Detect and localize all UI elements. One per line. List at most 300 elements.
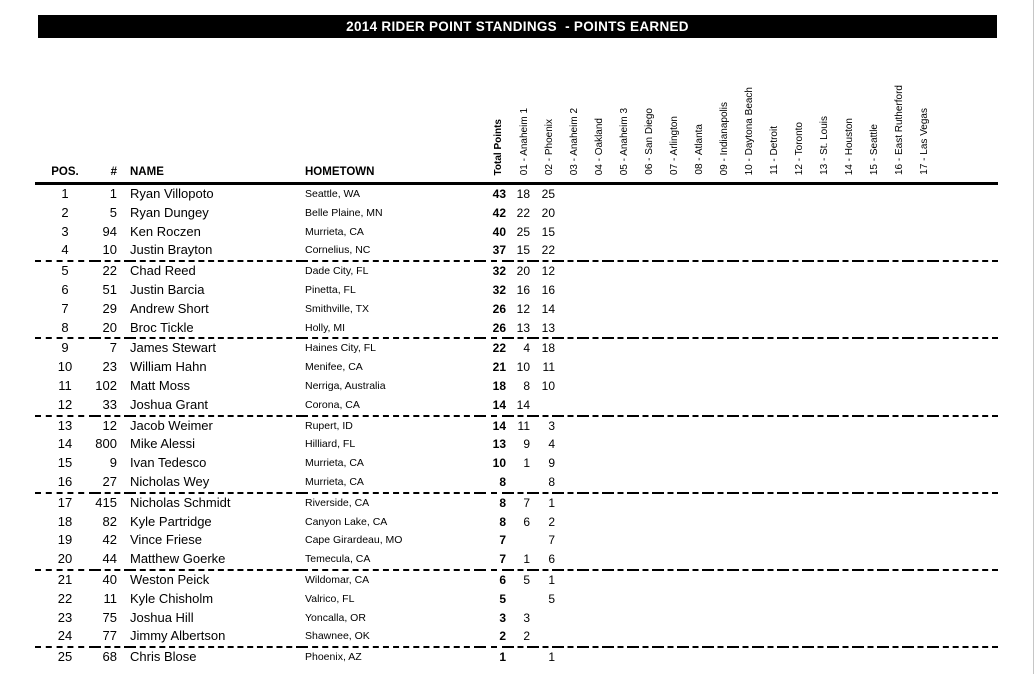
cell-filler xyxy=(933,396,998,416)
cell-race-10 xyxy=(733,416,758,436)
cell-hometown: Pinetta, FL xyxy=(305,283,356,296)
cell-total: 8 xyxy=(499,495,506,510)
cell-race-6 xyxy=(633,493,658,513)
table-row xyxy=(35,513,998,532)
cell-race-1: 12 xyxy=(516,301,530,316)
cell-race-10 xyxy=(733,319,758,339)
cell-race-16 xyxy=(883,473,908,493)
cell-hometown: Yoncalla, OR xyxy=(305,611,366,624)
cell-race-17 xyxy=(908,204,933,223)
cell-race-4 xyxy=(583,435,608,454)
cell-race-16 xyxy=(883,493,908,513)
cell-race-15 xyxy=(858,454,883,473)
cell-race-7 xyxy=(658,416,683,436)
cell-race-13 xyxy=(808,396,833,416)
cell-hometown: Shawnee, OK xyxy=(302,627,480,647)
cell-race-12 xyxy=(783,204,808,223)
race-column-header xyxy=(833,66,858,184)
cell-race-1: 1 xyxy=(508,550,533,570)
cell-filler xyxy=(933,319,998,339)
cell-total: 5 xyxy=(499,591,506,606)
cell-race-6 xyxy=(633,261,658,281)
cell-race-5 xyxy=(608,241,633,261)
cell-race-15 xyxy=(858,609,883,628)
cell-race-13 xyxy=(808,609,833,628)
cell-race-5 xyxy=(608,204,633,223)
cell-race-17 xyxy=(908,493,933,513)
cell-race-2: 20 xyxy=(541,205,555,220)
header-filler xyxy=(933,66,998,184)
cell-race-7 xyxy=(658,300,683,319)
cell-num: 415 xyxy=(95,494,117,510)
cell-hometown: Rupert, ID xyxy=(305,419,353,432)
cell-filler xyxy=(933,241,998,261)
cell-race-3 xyxy=(558,416,583,436)
cell-pos: 13 xyxy=(57,417,73,433)
cell-race-5 xyxy=(608,416,633,436)
cell-race-8 xyxy=(683,473,708,493)
cell-total: 6 xyxy=(499,572,506,587)
cell-race-12 xyxy=(783,300,808,319)
cell-hometown: Menifee, CA xyxy=(305,361,363,374)
cell-hometown: Phoenix, AZ xyxy=(305,651,362,664)
header-num: # xyxy=(95,66,130,184)
cell-race-12 xyxy=(783,416,808,436)
cell-race-9 xyxy=(708,416,733,436)
cell-race-5 xyxy=(608,570,633,590)
cell-race-14 xyxy=(833,454,858,473)
cell-name: Joshua Grant xyxy=(130,396,302,416)
cell-race-16 xyxy=(883,358,908,377)
cell-num: 5 xyxy=(109,204,117,220)
cell-race-7 xyxy=(658,204,683,223)
cell-race-7 xyxy=(658,513,683,532)
cell-race-6 xyxy=(633,300,658,319)
cell-total: 1 xyxy=(499,650,506,665)
cell-race-12 xyxy=(783,590,808,609)
cell-race-2: 3 xyxy=(548,418,555,433)
cell-race-11 xyxy=(758,416,783,436)
cell-race-17 xyxy=(908,358,933,377)
race-column-header xyxy=(683,66,708,184)
cell-total: 8 xyxy=(480,473,508,493)
cell-num: 10 xyxy=(95,241,130,261)
cell-race-1: 8 xyxy=(523,378,530,393)
cell-pos: 17 xyxy=(57,494,73,510)
cell-pos: 11 xyxy=(58,377,72,393)
cell-filler xyxy=(933,570,998,590)
cell-race-17 xyxy=(908,550,933,570)
cell-race-7 xyxy=(658,281,683,300)
cell-race-8 xyxy=(683,570,708,590)
cell-race-2: 1 xyxy=(548,572,555,587)
cell-race-4 xyxy=(583,319,608,339)
cell-total: 26 xyxy=(492,301,506,316)
cell-race-9 xyxy=(708,550,733,570)
cell-race-10 xyxy=(733,454,758,473)
cell-race-12 xyxy=(783,627,808,647)
title-bar xyxy=(38,15,997,38)
cell-race-1: 3 xyxy=(523,610,530,625)
cell-race-2: 11 xyxy=(542,360,555,375)
cell-race-13 xyxy=(808,319,833,339)
cell-name: Jimmy Albertson xyxy=(130,627,302,647)
cell-hometown: Belle Plaine, MN xyxy=(305,206,383,219)
cell-num: 1 xyxy=(109,186,117,201)
race-column-header xyxy=(508,66,533,184)
cell-race-6 xyxy=(633,647,658,667)
cell-race-4 xyxy=(583,416,608,436)
cell-race-6 xyxy=(633,513,658,532)
cell-race-17 xyxy=(908,647,933,667)
cell-race-16 xyxy=(883,319,908,339)
cell-race-16 xyxy=(883,550,908,570)
cell-race-5 xyxy=(608,609,633,628)
race-column-header xyxy=(883,66,908,184)
cell-race-15 xyxy=(858,493,883,513)
cell-race-6 xyxy=(633,416,658,436)
cell-filler xyxy=(933,531,998,550)
cell-race-10 xyxy=(733,627,758,647)
race-column-label: 07 - Arlington xyxy=(669,116,680,175)
cell-race-11 xyxy=(758,338,783,358)
cell-hometown: Haines City, FL xyxy=(305,342,376,355)
cell-race-6 xyxy=(633,435,658,454)
cell-name: Weston Peick xyxy=(130,571,210,587)
cell-pos: 12 xyxy=(35,396,95,416)
cell-race-10 xyxy=(733,531,758,550)
cell-race-15 xyxy=(858,338,883,358)
cell-race-15 xyxy=(858,550,883,570)
cell-name: Ivan Tedesco xyxy=(130,455,207,471)
cell-filler xyxy=(933,609,998,628)
cell-race-6 xyxy=(633,473,658,493)
cell-race-17 xyxy=(908,473,933,493)
cell-race-11 xyxy=(758,184,783,204)
cell-pos: 25 xyxy=(57,649,73,665)
cell-race-13 xyxy=(808,550,833,570)
cell-race-11 xyxy=(758,435,783,454)
cell-race-6 xyxy=(633,377,658,396)
cell-race-10 xyxy=(733,223,758,242)
cell-race-17 xyxy=(908,627,933,647)
cell-race-14 xyxy=(833,358,858,377)
cell-race-9 xyxy=(708,473,733,493)
cell-race-17 xyxy=(908,531,933,550)
cell-hometown: Nerriga, Australia xyxy=(305,379,386,392)
cell-race-3 xyxy=(558,513,583,532)
race-column-label: 01 - Anaheim 1 xyxy=(519,107,530,175)
cell-race-9 xyxy=(708,493,733,513)
cell-race-11 xyxy=(758,377,783,396)
race-column-header xyxy=(583,66,608,184)
cell-race-10 xyxy=(733,550,758,570)
race-column-header xyxy=(808,66,833,184)
race-column-header xyxy=(558,66,583,184)
cell-race-13 xyxy=(808,338,833,358)
table-row xyxy=(35,435,998,454)
cell-race-7 xyxy=(658,590,683,609)
cell-race-12 xyxy=(783,647,808,667)
cell-race-2: 10 xyxy=(541,378,555,393)
cell-num: 51 xyxy=(102,281,117,297)
cell-race-9 xyxy=(708,358,733,377)
cell-race-1: 9 xyxy=(523,437,530,452)
cell-total: 13 xyxy=(492,437,506,452)
cell-race-7 xyxy=(658,435,683,454)
cell-race-9 xyxy=(708,454,733,473)
cell-race-5 xyxy=(608,454,633,473)
cell-race-12 xyxy=(783,358,808,377)
page-edge-line xyxy=(1033,0,1034,674)
cell-race-6 xyxy=(633,531,658,550)
standings-header-row xyxy=(35,66,998,184)
table-row xyxy=(35,627,998,647)
cell-num: 40 xyxy=(102,571,117,587)
cell-race-10 xyxy=(733,590,758,609)
cell-race-17 xyxy=(908,223,933,242)
cell-race-3 xyxy=(558,338,583,358)
cell-race-12 xyxy=(783,377,808,396)
cell-race-17 xyxy=(908,570,933,590)
table-row xyxy=(35,550,998,570)
cell-race-1: 14 xyxy=(508,396,533,416)
cell-race-9 xyxy=(708,396,733,416)
cell-race-16 xyxy=(883,204,908,223)
cell-race-12 xyxy=(783,223,808,242)
cell-race-1: 7 xyxy=(523,495,530,510)
cell-race-2: 22 xyxy=(533,241,558,261)
race-column-header xyxy=(608,66,633,184)
cell-num: 23 xyxy=(102,359,117,375)
cell-total: 26 xyxy=(480,319,508,339)
cell-race-2: 1 xyxy=(548,650,555,665)
cell-num: 20 xyxy=(95,319,130,339)
cell-race-17 xyxy=(908,300,933,319)
cell-race-13 xyxy=(808,261,833,281)
cell-total: 42 xyxy=(492,205,506,220)
cell-total: 10 xyxy=(492,456,506,471)
cell-race-7 xyxy=(658,473,683,493)
cell-name: Kyle Partridge xyxy=(130,513,212,529)
cell-pos: 8 xyxy=(35,319,95,339)
cell-hometown: Murrieta, CA xyxy=(305,457,364,470)
cell-race-7 xyxy=(658,627,683,647)
cell-race-11 xyxy=(758,261,783,281)
cell-race-1: 20 xyxy=(516,264,530,279)
cell-race-2 xyxy=(533,609,558,628)
cell-pos: 23 xyxy=(57,609,73,625)
cell-race-7 xyxy=(658,647,683,667)
cell-hometown: Canyon Lake, CA xyxy=(305,515,388,528)
cell-race-12 xyxy=(783,261,808,281)
cell-total: 40 xyxy=(492,224,506,239)
cell-race-17 xyxy=(908,184,933,204)
race-column-label: 08 - Atlanta xyxy=(694,124,705,175)
cell-race-4 xyxy=(583,300,608,319)
cell-filler xyxy=(933,223,998,242)
cell-race-6 xyxy=(633,184,658,204)
cell-race-11 xyxy=(758,513,783,532)
cell-race-16 xyxy=(883,396,908,416)
cell-total: 32 xyxy=(492,264,506,279)
cell-race-15 xyxy=(858,531,883,550)
cell-pos: 14 xyxy=(57,436,73,452)
cell-hometown: Corona, CA xyxy=(302,396,480,416)
race-column-label: 11 - Detroit xyxy=(769,126,780,175)
cell-race-2: 12 xyxy=(541,264,555,279)
cell-total: 2 xyxy=(480,627,508,647)
cell-race-14 xyxy=(833,377,858,396)
cell-race-8 xyxy=(683,396,708,416)
cell-race-15 xyxy=(858,513,883,532)
cell-total: 32 xyxy=(492,282,506,297)
cell-pos: 20 xyxy=(35,550,95,570)
cell-race-8 xyxy=(683,590,708,609)
cell-race-17 xyxy=(908,281,933,300)
cell-race-5 xyxy=(608,550,633,570)
cell-race-10 xyxy=(733,184,758,204)
cell-race-8 xyxy=(683,204,708,223)
cell-hometown: Cornelius, NC xyxy=(302,241,480,261)
cell-pos: 7 xyxy=(61,300,69,316)
cell-race-14 xyxy=(833,647,858,667)
cell-race-13 xyxy=(808,416,833,436)
cell-race-9 xyxy=(708,241,733,261)
cell-num: 12 xyxy=(102,417,117,433)
cell-race-13 xyxy=(808,513,833,532)
cell-name: Justin Barcia xyxy=(130,281,205,297)
cell-race-4 xyxy=(583,609,608,628)
cell-name: Kyle Chisholm xyxy=(130,590,214,606)
cell-total: 18 xyxy=(492,378,506,393)
cell-total: 43 xyxy=(492,187,506,201)
table-row xyxy=(35,609,998,628)
cell-total: 14 xyxy=(480,396,508,416)
cell-race-6 xyxy=(633,241,658,261)
cell-pos: 22 xyxy=(57,590,73,606)
cell-race-4 xyxy=(583,338,608,358)
cell-total: 8 xyxy=(499,514,506,529)
cell-race-1: 13 xyxy=(508,319,533,339)
cell-num: 800 xyxy=(95,436,117,452)
cell-race-8 xyxy=(683,358,708,377)
cell-race-17 xyxy=(908,609,933,628)
cell-race-2: 16 xyxy=(541,282,555,297)
cell-race-15 xyxy=(858,358,883,377)
cell-race-10 xyxy=(733,261,758,281)
cell-race-6 xyxy=(633,570,658,590)
cell-race-1: 16 xyxy=(516,282,530,297)
cell-name: Vince Friese xyxy=(130,532,203,548)
cell-race-10 xyxy=(733,300,758,319)
cell-hometown: Murrieta, CA xyxy=(302,473,480,493)
cell-race-10 xyxy=(733,281,758,300)
cell-race-10 xyxy=(733,493,758,513)
cell-race-16 xyxy=(883,454,908,473)
cell-race-11 xyxy=(758,281,783,300)
cell-race-11 xyxy=(758,396,783,416)
cell-filler xyxy=(933,416,998,436)
cell-hometown: Wildomar, CA xyxy=(305,573,370,586)
cell-race-1: 6 xyxy=(523,514,530,529)
cell-num: 94 xyxy=(102,223,117,239)
cell-race-3 xyxy=(558,319,583,339)
cell-race-10 xyxy=(733,377,758,396)
cell-pos: 2 xyxy=(61,204,69,220)
table-row xyxy=(35,396,998,416)
cell-race-7 xyxy=(658,454,683,473)
cell-race-3 xyxy=(558,609,583,628)
cell-pos: 1 xyxy=(61,186,69,201)
table-row xyxy=(35,241,998,261)
cell-race-12 xyxy=(783,513,808,532)
race-column-label: 09 - Indianapolis xyxy=(719,101,730,175)
cell-race-1: 4 xyxy=(523,341,530,356)
cell-race-16 xyxy=(883,300,908,319)
cell-race-13 xyxy=(808,493,833,513)
cell-race-3 xyxy=(558,531,583,550)
cell-race-11 xyxy=(758,358,783,377)
cell-race-13 xyxy=(808,358,833,377)
cell-race-15 xyxy=(858,300,883,319)
cell-race-8 xyxy=(683,300,708,319)
cell-race-10 xyxy=(733,647,758,667)
cell-filler xyxy=(933,338,998,358)
cell-filler xyxy=(933,204,998,223)
cell-pos: 3 xyxy=(61,223,69,239)
cell-race-5 xyxy=(608,358,633,377)
cell-race-3 xyxy=(558,261,583,281)
cell-race-11 xyxy=(758,531,783,550)
cell-race-10 xyxy=(733,358,758,377)
cell-pos: 19 xyxy=(57,532,73,548)
cell-name: Broc Tickle xyxy=(130,319,302,339)
cell-race-11 xyxy=(758,627,783,647)
cell-race-3 xyxy=(558,300,583,319)
cell-race-5 xyxy=(608,281,633,300)
race-column-label: 04 - Oakland xyxy=(594,117,605,175)
cell-race-12 xyxy=(783,609,808,628)
cell-race-5 xyxy=(608,396,633,416)
cell-race-3 xyxy=(558,454,583,473)
race-column-header xyxy=(633,66,658,184)
cell-name: Jacob Weimer xyxy=(130,417,213,433)
cell-race-7 xyxy=(658,223,683,242)
cell-race-13 xyxy=(808,435,833,454)
cell-pos: 16 xyxy=(35,473,95,493)
cell-filler xyxy=(933,473,998,493)
cell-race-14 xyxy=(833,473,858,493)
cell-race-7 xyxy=(658,338,683,358)
header-name: NAME xyxy=(130,66,302,184)
cell-pos: 18 xyxy=(57,513,73,529)
cell-race-1 xyxy=(508,473,533,493)
cell-pos: 6 xyxy=(61,281,69,297)
cell-race-5 xyxy=(608,223,633,242)
cell-name: Justin Brayton xyxy=(130,241,302,261)
cell-filler xyxy=(933,377,998,396)
table-row xyxy=(35,358,998,377)
cell-race-3 xyxy=(558,281,583,300)
cell-race-17 xyxy=(908,396,933,416)
cell-race-1: 22 xyxy=(516,205,530,220)
cell-race-4 xyxy=(583,493,608,513)
cell-pos: 5 xyxy=(61,263,69,279)
cell-race-17 xyxy=(908,377,933,396)
cell-race-7 xyxy=(658,550,683,570)
cell-race-11 xyxy=(758,570,783,590)
